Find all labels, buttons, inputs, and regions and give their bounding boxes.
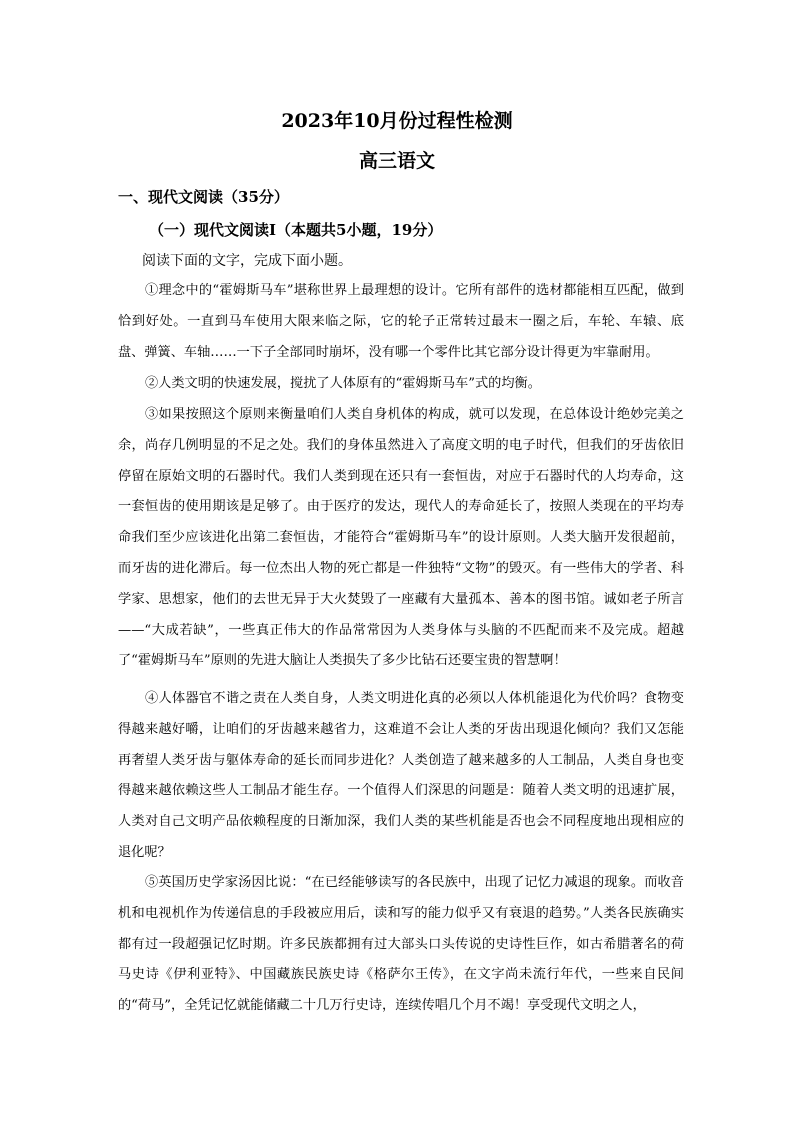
passage-paragraph-5: ⑤英国历史学家汤因比说：“在已经能够读写的各民族中，出现了记忆力减退的现象。而收音机和电视机作为传递信息的手段被应用后，读和写的能力似乎又有衰退的趋势。”人类各民族确实都有过一段超强记忆时期。许多民族都拥有过大部头口头传说的史诗性巨作，如古希腊著名的荷马史诗《伊利亚特》、中国藏族民族史诗《格萨尔王传》，在文字尚未流行年代，一些来自民间的“荷马”，全凭记忆就能储藏二十几万行史诗，连续传唱几个月不竭！享受现代文明之人，	[118, 875, 684, 1014]
passage-paragraph-3: ③如果按照这个原则来衡量咱们人类自身机体的构成，就可以发现，在总体设计绝妙完美之余，尚存几例明显的不足之处。我们的身体虽然进入了高度文明的电子时代，但我们的牙齿依旧停留在原始文明的石器时代。我们人类到现在还只有一套恒齿，对应于石器时代的人均寿命，这一套恒齿的使用期该是足够了。由于医疗的发达，现代人的寿命延长了，按照人类现在的平均寿命我们至少应该进化出第二套恒齿，才能符合“霍姆斯马车”的设计原则。人类大脑开发很超前，而牙齿的进化滞后。每一位杰出人物的死亡都是一件独特“文物”的毁灭。有一些伟大的学者、科学家、思想家，他们的去世无异于大火焚毁了一座藏有大量孤本、善本的图书馆。诚如老子所言——“大成若缺”，一些真正伟大的作品常常因为人类身体与头脑的不匹配而来不及完成。超越了“霍姆斯马车”原则的先进大脑让人类损失了多少比钻石还要宝贵的智慧啊！	[118, 407, 684, 669]
passage-paragraph-1: ①理念中的“霍姆斯马车”堪称世界上最理想的设计。它所有部件的选材都能相互匹配，做到恰到好处。一直到马车使用大限来临之际，它的轮子正常转过最末一圈之后，车轮、车辕、底盘、弹簧、车轴……一下子全部同时崩坏，没有哪一个零件比其它部分设计得更为牢靠耐用。	[118, 283, 684, 360]
section-heading: 一、现代文阅读（35分）	[118, 188, 289, 206]
exam-subject-title: 高三语文	[358, 150, 435, 172]
exam-title: 2023年10月份过程性检测	[281, 110, 513, 132]
subsection-heading: （一）现代文阅读Ⅰ（本题共5小题，19分）	[149, 221, 443, 239]
reading-instruction: 阅读下面的文字，完成下面小题。	[142, 253, 352, 269]
passage-paragraph-2: ②人类文明的快速发展，搅扰了人体原有的“霍姆斯马车”式的均衡。	[145, 376, 541, 391]
passage-paragraph-4: ④人体器官不谐之责在人类自身，人类文明进化真的必须以人体机能退化为代价吗？食物变得越来越好嚼，让咱们的牙齿越来越省力，这难道不会让人类的牙齿出现退化倾向？我们又怎能再奢望人类牙齿与躯体寿命的延长而同步进化？人类创造了越来越多的人工制品，人类自身也变得越来越依赖这些人工制品才能生存。一个值得人们深思的问题是：随着人类文明的迅速扩展，人类对自己文明产品依赖程度的日渐加深，我们人类的某些机能是否也会不同程度地出现相应的退化呢？	[118, 691, 684, 860]
